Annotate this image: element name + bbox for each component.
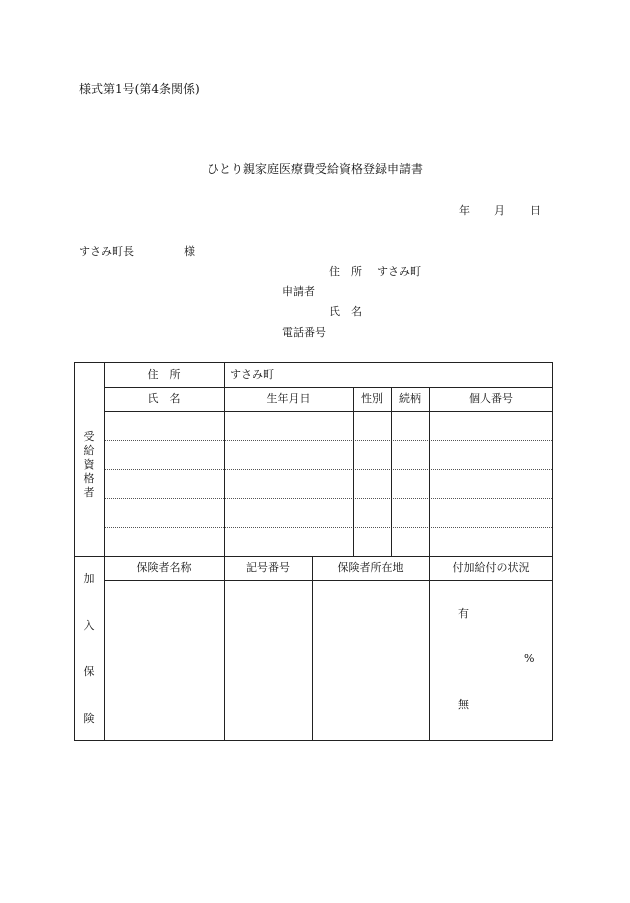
col-header-sex: 性別	[361, 392, 383, 405]
table-row[interactable]	[105, 412, 552, 440]
col-header-birthdate: 生年月日	[266, 392, 311, 405]
applicant-name-label: 氏 名	[329, 305, 362, 318]
addressee-name: すさみ町長	[79, 245, 134, 258]
insurer-name-cell[interactable]	[105, 581, 224, 740]
table-row[interactable]	[105, 528, 552, 556]
side-label-char: 格	[83, 472, 95, 485]
form-title: ひとり親家庭医療費受給資格登録申請書	[206, 162, 423, 176]
col-header-insurer-name: 保険者名称	[136, 561, 192, 574]
col-header-symbol-number: 記号番号	[246, 561, 290, 574]
col-divider	[429, 556, 430, 741]
applicant-phone-label: 電話番号	[282, 326, 326, 339]
date-day-label: 日	[530, 204, 541, 217]
col-header-insurer-location: 保険者所在地	[337, 561, 404, 574]
benefit-percent-unit: %	[524, 652, 535, 665]
table-row[interactable]	[105, 441, 552, 469]
col-header-relation: 続柄	[399, 392, 421, 405]
side-label-char: 入	[83, 619, 95, 632]
applicant-address-value: すさみ町	[377, 265, 421, 278]
side-label-char: 険	[83, 712, 95, 725]
side-label-char: 受	[83, 430, 95, 443]
recipient-address-value: すさみ町	[230, 368, 274, 381]
col-header-name: 氏 名	[147, 392, 181, 405]
side-label-char: 資	[83, 458, 95, 471]
applicant-role-label: 申請者	[282, 285, 315, 298]
form-number-label: 様式第1号(第4条関係)	[79, 82, 200, 96]
symbol-number-cell[interactable]	[225, 581, 312, 740]
col-header-additional-benefit: 付加給付の状況	[452, 561, 530, 574]
table-row[interactable]	[105, 470, 552, 498]
table-row[interactable]	[105, 499, 552, 527]
benefit-no-option[interactable]: 無	[458, 698, 469, 711]
recipient-address-label: 住 所	[147, 368, 181, 381]
applicant-address-label: 住 所	[329, 265, 362, 278]
side-label-char: 加	[83, 572, 95, 585]
date-year-label: 年	[459, 204, 470, 217]
section-divider	[74, 556, 553, 557]
side-label-char: 給	[83, 444, 95, 457]
col-header-personal-number: 個人番号	[469, 392, 513, 405]
date-month-label: 月	[494, 204, 505, 217]
benefit-yes-option[interactable]: 有	[458, 607, 469, 620]
addressee-honorific: 様	[184, 245, 195, 258]
insurer-location-cell[interactable]	[313, 581, 429, 740]
side-label-char: 保	[83, 665, 95, 678]
row-divider	[104, 387, 553, 388]
side-label-char: 者	[83, 486, 95, 499]
